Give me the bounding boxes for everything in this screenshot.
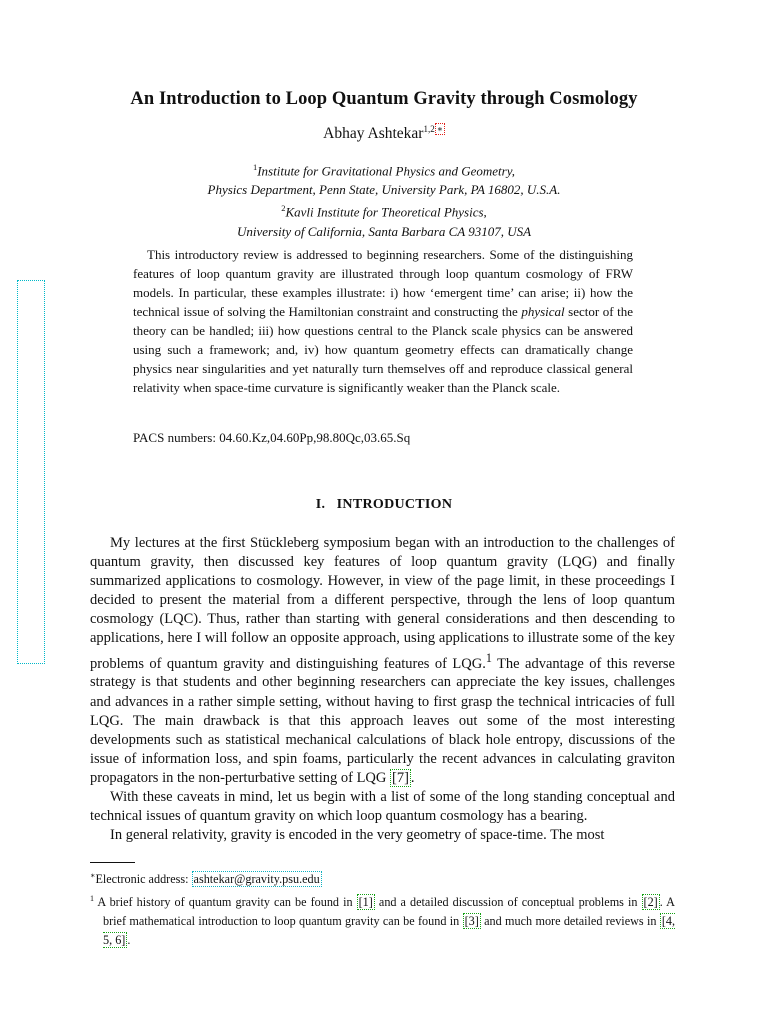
footnote-rule bbox=[90, 862, 135, 863]
citation-link[interactable]: [1] bbox=[358, 895, 373, 910]
author-line bbox=[60, 124, 708, 143]
affiliation-line: Physics Department, Penn State, University Park, PA 16802, U.S.A. bbox=[207, 182, 561, 198]
affiliations bbox=[60, 158, 708, 241]
author-email-footnote-link[interactable]: ∗ bbox=[436, 124, 443, 134]
pacs-numbers: PACS numbers: 04.60.Kz,04.60Pp,98.80Qc,03.65.Sq bbox=[133, 430, 411, 445]
footnote-mark[interactable]: 1 bbox=[485, 650, 492, 665]
author-affiliation-marks: 1,2 ∗ bbox=[423, 124, 443, 134]
paragraph: My lectures at the first Stückleberg symposium began with an introduction to the challenges of quantum gravity, then discussed key features of loop quantum gravity (LQG) and finally summarized applications to cosmology. However, in view of the page limit, in these proceedings I decided to present the material from a different perspective, through the lens of loop quantum cosmology (LQC). Thus, rather than starting with general considerations and then descending to applications, here I will follow an opposite approach, using applications to illustrate some of the key problems of quantum gravity and distinguishing features of LQG.$^1$ The advantage of this reverse strategy is that students and other beginning researchers can appreciate the key issues, challenges and advances in a rather simple setting, without having to first grasp the technical intricacies of full LQG. The main drawback is that this approach leaves out some of the most interesting developments such as statistical mechanical calculations of black hole entropy, discussions of the issue of information loss, and spin foams, particularly the recent advances in calculating graviton propagators in the non-perturbative setting of LQG [7] . bbox=[90, 535, 675, 786]
footnote-1: $^1$ A brief history of quantum gravity can be found in [1] and a detailed discussion of conceptual problems in [2] . A brief mathematical introduction to loop quantum gravity can be found in [3] and much more detailed reviews in [4, 5, 6] . bbox=[90, 894, 676, 948]
email-footnote: ∗Electronic address: ashtekar@gravity.psu.edu bbox=[90, 871, 320, 887]
paragraph: With these caveats in mind, let us begin with a list of some of the long standing conceptual and technical issues of quantum gravity on which loop quantum cosmology has a bearing. bbox=[90, 789, 675, 825]
body-text bbox=[90, 534, 675, 845]
author-name: Abhay Ashtekar bbox=[323, 125, 424, 143]
paragraph: In general relativity, gravity is encoded in the very geometry of space-time. The most bbox=[110, 827, 605, 844]
section-heading bbox=[60, 497, 708, 513]
citation-link[interactable]: [2] bbox=[643, 895, 658, 910]
citation-link[interactable]: [7] bbox=[392, 769, 409, 786]
affiliation-line: $^1$Institute for Gravitational Physics and Geometry, bbox=[252, 162, 516, 179]
email-link[interactable]: ashtekar@gravity.psu.edu bbox=[193, 872, 320, 887]
abstract: This introductory review is addressed to beginning researchers. Some of the distinguishing features of loop quantum gravity are illustrated through loop quantum cosmology of FRW models. In particular, these examples illustrate: i) how ‘emergent time’ can arise; ii) how the technical issue of solving the Hamiltonian constraint and constructing the physical sector of the theory can be handled; iii) how questions central to the Planck scale physics can be answered using such a framework; and, iv) how quantum geometry effects can dramatically change physics near singularities and yet naturally turn themselves off and reproduce classical general relativity when space-time curvature is significantly weaker than the Planck scale. bbox=[133, 247, 633, 395]
affiliation-line: $^2$Kavli Institute for Theoretical Physics, bbox=[281, 203, 487, 220]
affiliation-line: University of California, Santa Barbara CA 93107, USA bbox=[236, 223, 532, 239]
arxiv-stamp-box[interactable] bbox=[17, 280, 45, 664]
paper-title: An Introduction to Loop Quantum Gravity through Cosmology bbox=[130, 89, 638, 109]
section-number: I. bbox=[315, 497, 326, 512]
citation-link[interactable]: [3] bbox=[464, 914, 479, 929]
citation-link[interactable]: [4, 5, 6] bbox=[103, 914, 676, 948]
abstract-emphasis: physical bbox=[521, 304, 565, 319]
section-title: INTRODUCTION bbox=[336, 497, 453, 512]
footnotes bbox=[90, 866, 675, 950]
